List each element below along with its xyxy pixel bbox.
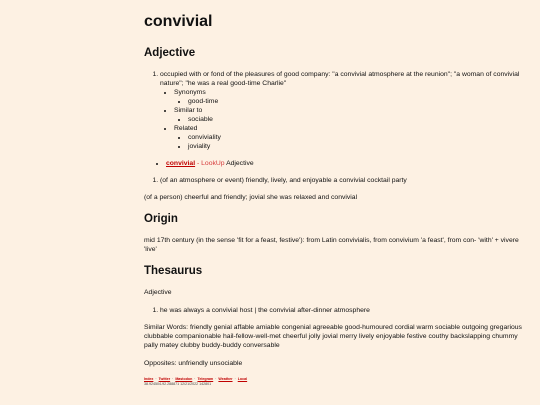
origin-text: mid 17th century (in the sense 'fit for a feast, festive'): from Latin convivialis, from convivium 'a feast', from con- 'with' + vivere 'live' <box>144 237 519 253</box>
similar-words: Similar Words: friendly genial affable amiable congenial agreeable good-humoured cordial warm sociable outgoing gregarious clubbable companionable hail-fellow-well-met cheerful jolly jovial merry lively enjoyable festive couthy backslapping chummy pally matey clubby buddy-buddy conversable <box>144 324 522 349</box>
footer-meta: 38.924504-92.288871 12/21/2022 142801 <box>144 382 212 386</box>
entry-line <box>166 159 528 168</box>
origin-heading: Origin <box>144 213 178 225</box>
related-item: • joviality <box>188 142 528 151</box>
lookup-link[interactable]: - LookUp <box>195 160 225 167</box>
page-title: convivial <box>144 13 213 30</box>
footer-link-weather[interactable]: Weather <box>218 377 233 381</box>
sense-list-1 <box>144 70 528 151</box>
thesaurus-pos: Adjective <box>144 289 172 296</box>
related-group <box>174 124 528 151</box>
synonyms-list <box>174 97 528 106</box>
synonym-item: • good-time <box>188 97 528 106</box>
related-label: Related <box>174 125 198 132</box>
sense-item <box>160 70 528 151</box>
related-list <box>174 133 528 151</box>
footer-link-local[interactable]: Local <box>237 377 248 381</box>
footer-separator: · <box>155 377 157 381</box>
footer-link-twitter[interactable]: Twitter <box>158 377 171 381</box>
footer-separator: · <box>172 377 174 381</box>
opposites: Opposites: unfriendly unsociable <box>144 360 243 367</box>
similar-list <box>174 115 528 124</box>
footer-separator: · <box>194 377 196 381</box>
relations-list <box>160 88 528 151</box>
main-content <box>144 12 528 387</box>
sense-list-2 <box>144 176 528 185</box>
adjective-heading: Adjective <box>144 47 196 59</box>
headword-link[interactable]: convivial <box>166 160 196 167</box>
person-sense: (of a person) cheerful and friendly; jovial she was relaxed and convivial <box>144 194 358 201</box>
footer-link-index[interactable]: Index <box>144 377 154 381</box>
thesaurus-heading: Thesaurus <box>144 265 203 277</box>
similar-group <box>174 106 528 124</box>
similar-label: Similar to <box>174 107 203 114</box>
entry-pos: Adjective <box>224 160 254 167</box>
synonyms-group <box>174 88 528 106</box>
similar-item: • sociable <box>188 115 528 124</box>
thesaurus-example: 1. he was always a convivial host | the convivial after-dinner atmosphere <box>160 306 528 315</box>
footer-link-telegram[interactable]: Telegram <box>197 377 214 381</box>
footer-separator: · <box>234 377 236 381</box>
footer-link-mastodon[interactable]: Mastodon <box>175 377 193 381</box>
related-item: • conviviality <box>188 133 528 142</box>
sense-item: 1. (of an atmosphere or event) friendly, lively, and enjoyable a convivial cocktail party <box>160 176 528 185</box>
footer-separator: · <box>215 377 217 381</box>
synonyms-label: Synonyms <box>174 89 206 96</box>
sense-definition: occupied with or fond of the pleasures of good company: "a convivial atmosphere at the reunion"; "a woman of convivial nature"; "he was a real good-time Charlie" <box>160 71 520 87</box>
entry-line-list <box>144 159 528 168</box>
thesaurus-example-list <box>144 306 528 315</box>
